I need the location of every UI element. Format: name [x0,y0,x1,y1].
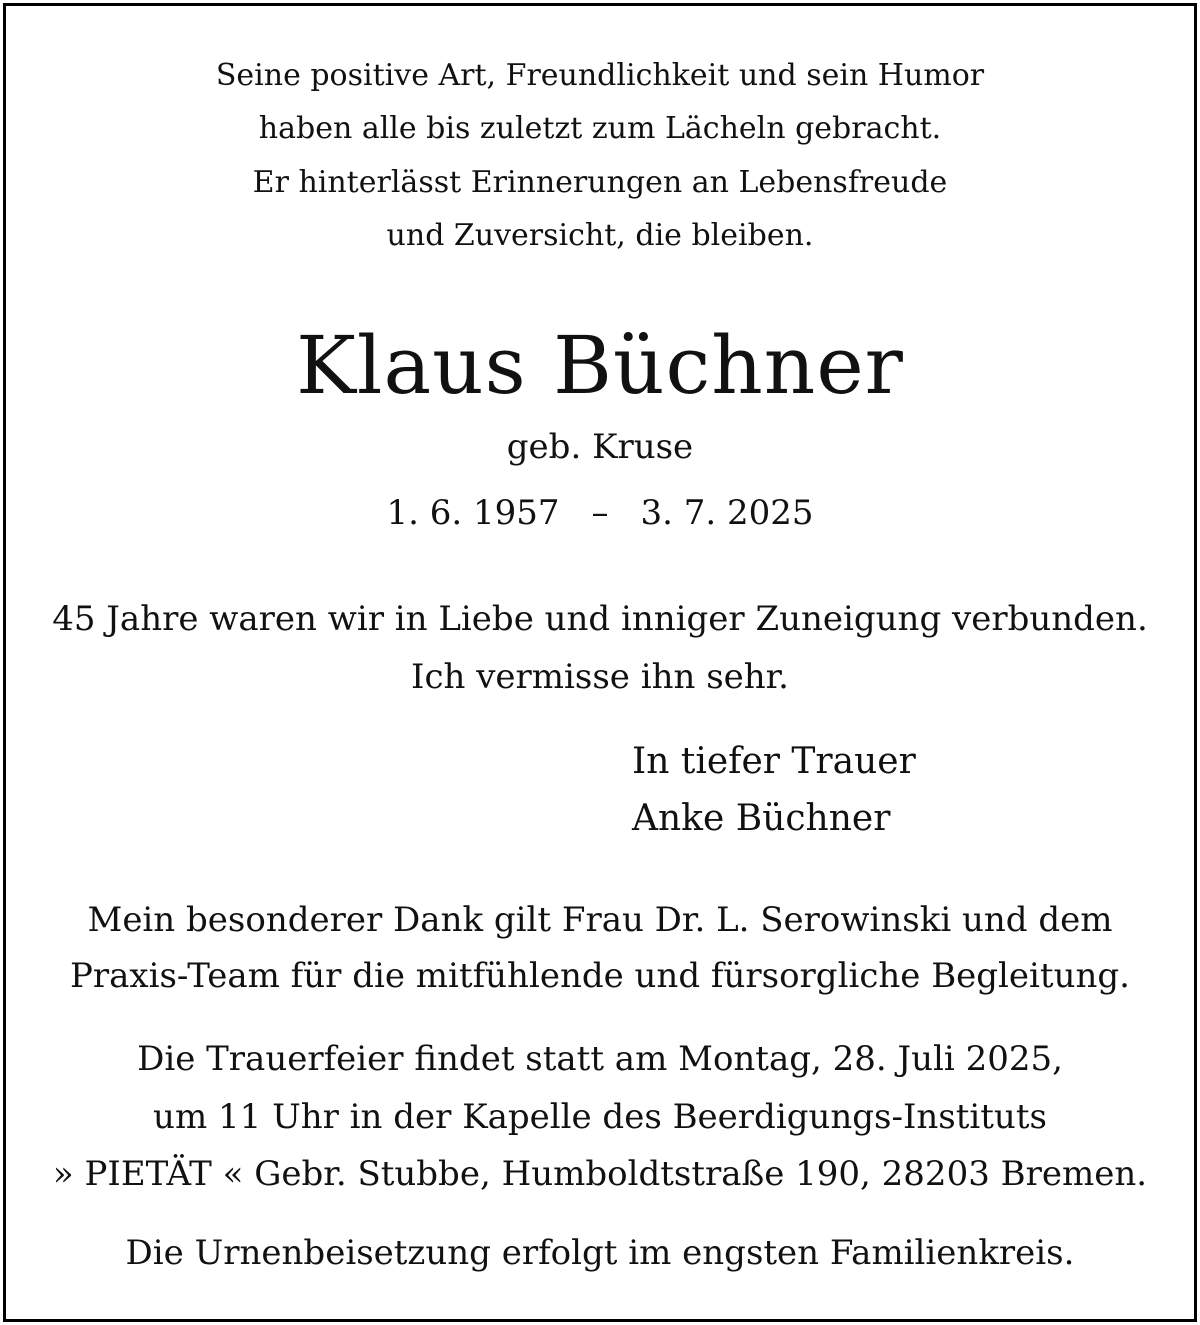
signature-line-1: In tiefer Trauer [632,741,916,782]
ceremony-line-1: Die Trauerfeier findet statt am Montag, 28. Juli 2025, [137,1039,1063,1079]
burial-note: Die Urnenbeisetzung erfolgt im engsten Familienkreis. [125,1233,1075,1273]
message-line-1: 45 Jahre waren wir in Liebe und inniger Zuneigung verbunden. [52,599,1148,639]
intro-line-3: Er hinterlässt Erinnerungen an Lebensfreude [252,165,948,200]
life-dates [0,493,1200,533]
deceased-name: Klaus Büchner [296,319,904,412]
signature-name: Anke Büchner [632,798,891,839]
thanks-line-2: Praxis-Team für die mitfühlende und fürsorgliche Begleitung. [70,956,1130,996]
intro-line-1: Seine positive Art, Freundlichkeit und sein Humor [215,58,985,93]
date-dash: – [591,493,609,533]
message-line-2: Ich vermisse ihn sehr. [411,657,789,697]
intro-line-4: und Zuversicht, die bleiben. [386,218,814,253]
intro-line-2: haben alle bis zuletzt zum Lächeln gebracht. [258,111,942,146]
death-date: 3. 7. 2025 [640,493,814,533]
birth-date: 1. 6. 1957 [386,493,560,533]
ceremony-line-2: um 11 Uhr in der Kapelle des Beerdigungs-Instituts [153,1097,1047,1137]
ceremony-line-3: » PIETÄT « Gebr. Stubbe, Humboldtstraße 190, 28203 Bremen. [52,1154,1148,1194]
thanks-line-1: Mein besonderer Dank gilt Frau Dr. L. Serowinski und dem [87,900,1113,940]
birth-name: geb. Kruse [506,427,694,467]
